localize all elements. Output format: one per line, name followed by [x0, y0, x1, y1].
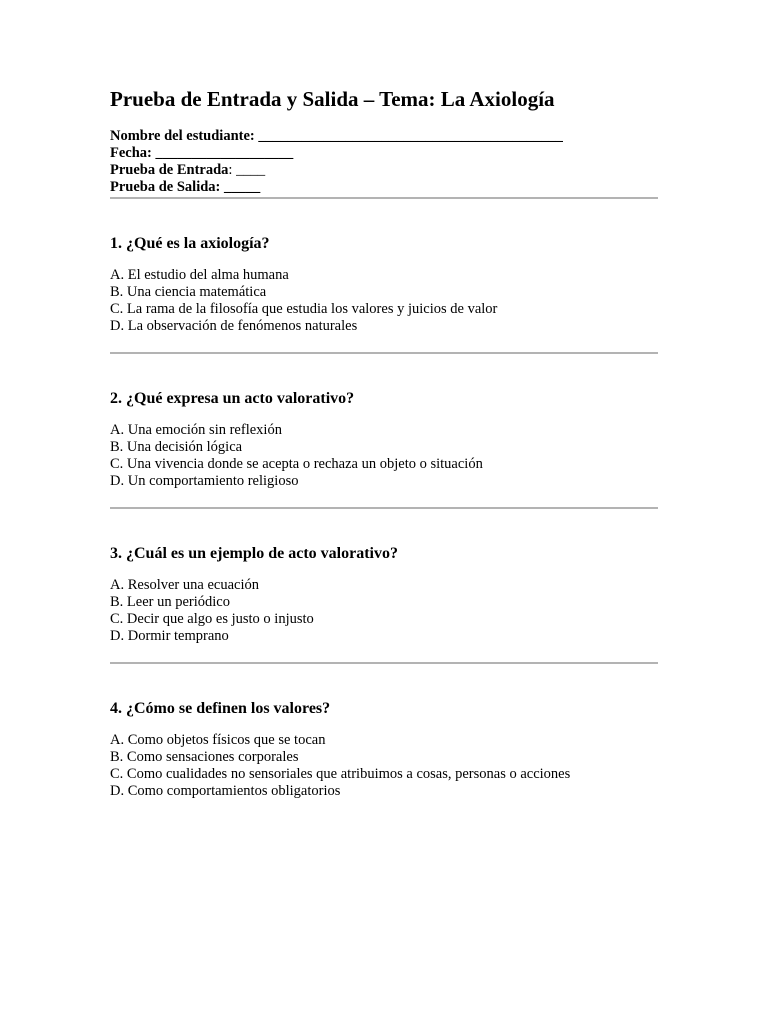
option-c: C. La rama de la filosofía que estudia los valores y juicios de valor	[110, 301, 498, 317]
entry-test-blank: : ____	[228, 162, 266, 178]
question-options	[110, 577, 658, 645]
option-d: D. Un comportamiento religioso	[110, 473, 299, 489]
option-c: C. Como cualidades no sensoriales que atribuimos a cosas, personas o acciones	[110, 766, 571, 782]
option-d: D. Dormir temprano	[110, 628, 229, 644]
option-b: B. Leer un periódico	[110, 594, 230, 610]
question-options	[110, 267, 658, 335]
date-blank: ___________________	[155, 145, 294, 161]
option-d: D. La observación de fenómenos naturales	[110, 318, 358, 334]
question-title: 4. ¿Cómo se definen los valores?	[110, 700, 331, 717]
option-b: B. Una ciencia matemática	[110, 284, 267, 300]
question-options	[110, 732, 658, 800]
student-name-field	[110, 128, 658, 145]
document-title: Prueba de Entrada y Salida – Tema: La Axiología	[110, 87, 555, 111]
student-name-blank: __________________________________________	[258, 128, 563, 144]
student-name-label: Nombre del estudiante:	[110, 128, 259, 144]
question-title: 3. ¿Cuál es un ejemplo de acto valorativo?	[110, 545, 398, 562]
option-a: A. Resolver una ecuación	[110, 577, 259, 593]
question-2	[110, 354, 658, 509]
option-a: A. Como objetos físicos que se tocan	[110, 732, 326, 748]
entry-test-label: Prueba de Entrada	[110, 162, 229, 178]
date-label: Fecha:	[110, 145, 156, 161]
option-d: D. Como comportamientos obligatorios	[110, 783, 341, 799]
option-b: B. Una decisión lógica	[110, 439, 243, 455]
question-1	[110, 199, 658, 354]
option-a: A. El estudio del alma humana	[110, 267, 289, 283]
question-3	[110, 509, 658, 664]
header-fields	[110, 128, 658, 196]
exit-test-field	[110, 179, 658, 196]
document-page	[110, 84, 658, 800]
question-4	[110, 664, 658, 800]
question-options	[110, 422, 658, 490]
date-field	[110, 145, 658, 162]
exit-test-blank: _____	[224, 179, 261, 195]
option-b: B. Como sensaciones corporales	[110, 749, 299, 765]
option-a: A. Una emoción sin reflexión	[110, 422, 282, 438]
option-c: C. Una vivencia donde se acepta o rechaza un objeto o situación	[110, 456, 483, 472]
entry-test-field	[110, 162, 658, 179]
question-title: 2. ¿Qué expresa un acto valorativo?	[110, 390, 355, 407]
option-c: C. Decir que algo es justo o injusto	[110, 611, 314, 627]
question-title: 1. ¿Qué es la axiología?	[110, 235, 270, 252]
exit-test-label: Prueba de Salida:	[110, 179, 224, 195]
